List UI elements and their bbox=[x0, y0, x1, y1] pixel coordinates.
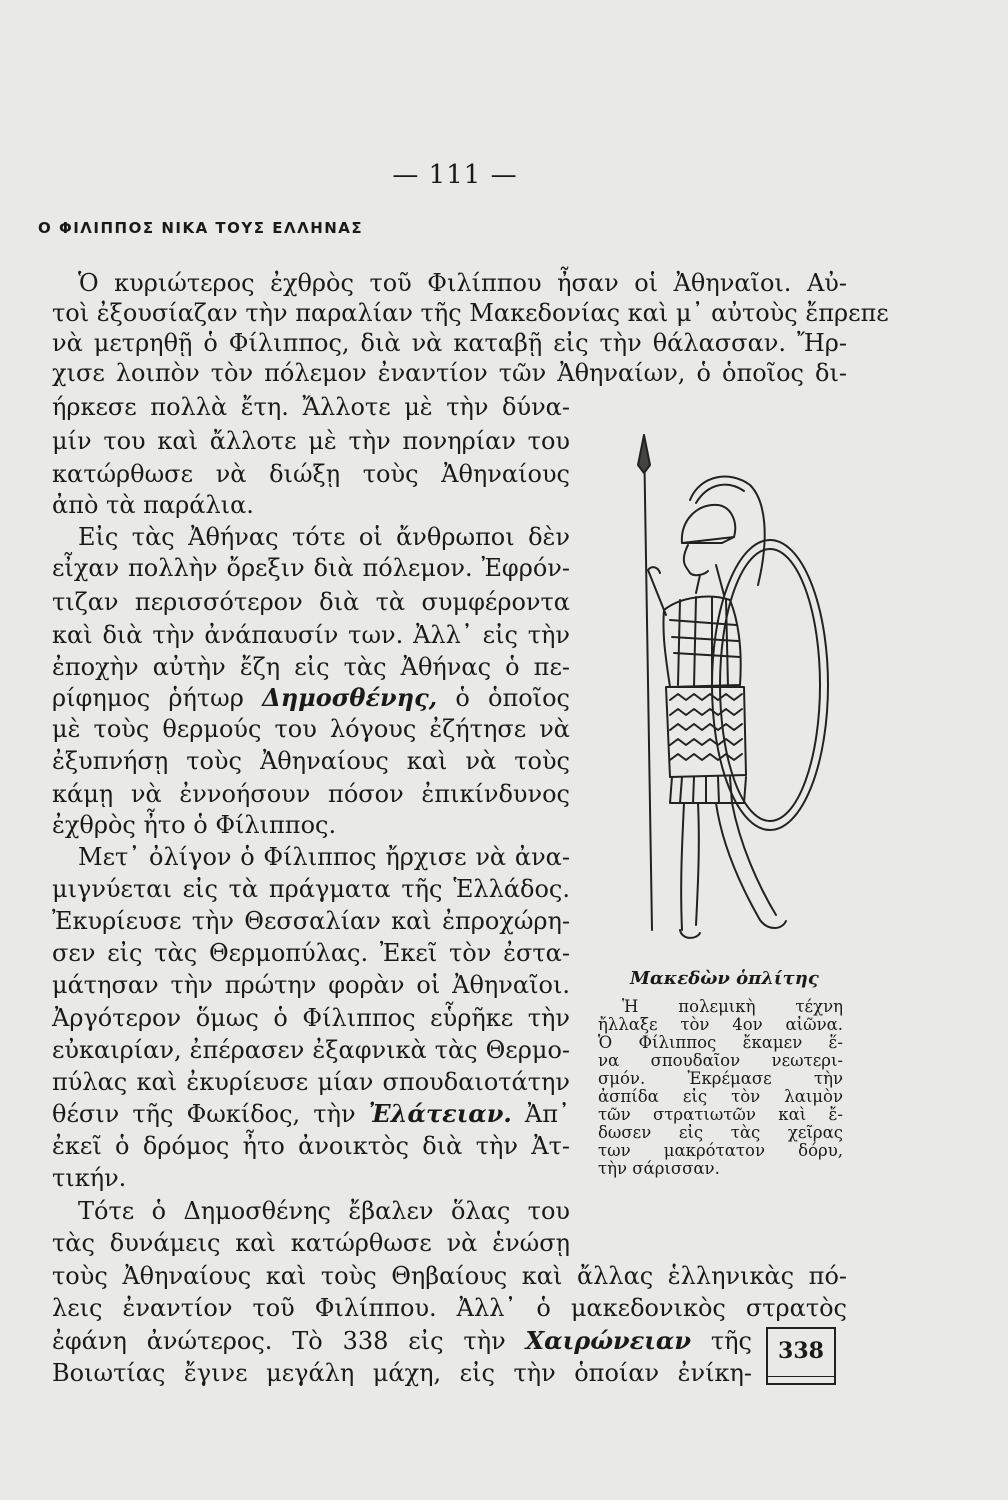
text-run: τῆς bbox=[691, 1327, 752, 1355]
text-line: Τότε ὁ Δημοσθένης ἔβαλεν ὅλας του bbox=[78, 1197, 570, 1225]
text-line: ἐκεῖ ὁ δρόμος ἦτο ἀνοικτὸς διὰ τὴν Ἀτ- bbox=[52, 1132, 570, 1160]
caption-line: σμόν. Ἐκρέμασε τὴν bbox=[598, 1069, 843, 1088]
text-line: Εἰς τὰς Ἀθήνας τότε οἱ ἄνθρωποι δὲν bbox=[78, 523, 570, 551]
text-line: μιγνύεται εἰς τὰ πράγματα τῆς Ἑλλάδος. bbox=[52, 875, 570, 903]
text-line: ἐχθρὸς ἦτο ὁ Φίλιππος. bbox=[52, 811, 337, 839]
text-line: τοὺς Ἀθηναίους καὶ τοὺς Θηβαίους καὶ ἄλλας ἑλληνικὰς πό- bbox=[52, 1262, 847, 1290]
text-line: λεις ἐναντίον τοῦ Φιλίππου. Ἀλλ᾿ ὁ μακεδονικὸς στρατὸς bbox=[52, 1294, 847, 1322]
text-line: μάτησαν τὴν πρώτην φορὰν οἱ Ἀθηναῖοι. bbox=[52, 971, 570, 999]
text-line: ἀπὸ τὰ παράλια. bbox=[52, 491, 254, 519]
text-line: χισε λοιπὸν τὸν πόλεμον ἐναντίον τῶν Ἀθηναίων, ὁ ὁποῖος δι- bbox=[52, 359, 847, 387]
text-line bbox=[52, 683, 570, 713]
caption-line: ἤλλαξε τὸν 4ον αἰῶνα. bbox=[598, 1015, 843, 1034]
text-line: εὐκαιρίαν, ἐπέρασεν ἐξαφνικὰ τὰς Θερμο- bbox=[52, 1036, 570, 1064]
text-line: Ἐκυρίευσε τὴν Θεσσαλίαν καὶ ἐπροχώρη- bbox=[52, 907, 570, 935]
text-line: Ἀργότερον ὅμως ὁ Φίλιππος εὗρῆκε τὴν bbox=[52, 1004, 570, 1032]
text-line: ἐποχὴν αὐτὴν ἔζη εἰς τὰς Ἀθήνας ὁ πε- bbox=[52, 653, 570, 681]
bold-name-chaironeia: Χαιρώνειαν bbox=[525, 1326, 692, 1355]
text-run: Ἀπ᾿ bbox=[511, 1100, 571, 1128]
text-line: μίν του καὶ ἄλλοτε μὲ τὴν πονηρίαν του bbox=[52, 427, 570, 455]
text-line: τιζαν περισσότερον διὰ τὰ συμφέροντα bbox=[52, 588, 570, 616]
bold-name-elateia: Ἐλάτειαν. bbox=[368, 1099, 512, 1128]
caption-line: δωσεν εἰς τὰς χεῖρας bbox=[598, 1123, 843, 1142]
text-line: κατώρθωσε νὰ διώξῃ τοὺς Ἀθηναίους bbox=[52, 460, 570, 488]
text-line: εἶχαν πολλὴν ὄρεξιν διὰ πόλεμον. Ἐφρόν- bbox=[52, 554, 570, 582]
text-line: πύλας καὶ ἐκυρίευσε μίαν σπουδαιοτάτην bbox=[52, 1068, 570, 1096]
text-line: τοὶ ἐξουσίαζαν τὴν παραλίαν τῆς Μακεδονίας καὶ μ᾿ αὐτοὺς ἔπρεπε bbox=[52, 299, 889, 327]
text-line: ήρκεσε πολλὰ ἔτη. Ἄλλοτε μὲ τὴν δύνα- bbox=[52, 393, 570, 421]
text-line: Βοιωτίας ἔγινε μεγάλη μάχη, εἰς τὴν ὁποίαν ἐνίκη- bbox=[52, 1359, 752, 1387]
caption-line: να σπουδαῖον νεωτερι- bbox=[598, 1051, 843, 1070]
chapter-heading: Ο ΦΙΛΙΠΠΟΣ ΝΙΚΑ ΤΟΥΣ ΕΛΛΗΝΑΣ bbox=[38, 219, 364, 237]
page-number: — 111 — bbox=[392, 160, 518, 190]
text-run: ὁ ὁποῖος bbox=[437, 684, 570, 712]
text-run: ρίφημος ῥήτωρ bbox=[52, 684, 263, 712]
figure-title: Μακεδὼν ὁπλίτης bbox=[630, 968, 819, 989]
text-line: μὲ τοὺς θερμούς του λόγους ἐζήτησε νὰ bbox=[52, 715, 570, 743]
text-line: καὶ διὰ τὴν ἀνάπαυσίν των. Ἀλλ᾿ εἰς τὴν bbox=[52, 621, 570, 649]
text-line bbox=[52, 1099, 570, 1129]
text-line: Ὁ κυριώτερος ἐχθρὸς τοῦ Φιλίππου ἦσαν οἱ Ἀθηναῖοι. Αὐ- bbox=[78, 269, 847, 297]
bold-name-demosthenes: Δημοσθένης, bbox=[262, 683, 438, 712]
text-line: ἐξυπνήσῃ τοὺς Ἀθηναίους καὶ νὰ τοὺς bbox=[52, 747, 570, 775]
text-run: θέσιν τῆς Φωκίδος, τὴν bbox=[52, 1100, 369, 1128]
caption-line: Ὁ Φίλιππος ἔκαμεν ἕ- bbox=[598, 1033, 843, 1052]
text-line: σεν εἰς τὰς Θερμοπύλας. Ἐκεῖ τὸν ἐστα- bbox=[52, 939, 570, 967]
text-line: νὰ μετρηθῇ ὁ Φίλιππος, διὰ νὰ καταβῇ εἰς τὴν θάλασσαν. Ἤρ- bbox=[52, 329, 847, 357]
text-line: κάμῃ νὰ ἐννοήσουν πόσον ἐπικίνδυνος bbox=[52, 780, 570, 808]
text-line: Μετ᾿ ὀλίγον ὁ Φίλιππος ἤρχισε νὰ ἀνα- bbox=[78, 843, 570, 871]
text-line bbox=[52, 1326, 752, 1356]
caption-line: ἀσπίδα εἰς τὸν λαιμὸν bbox=[598, 1087, 843, 1106]
text-line: τικήν. bbox=[52, 1164, 127, 1192]
hoplite-illustration bbox=[600, 425, 850, 955]
caption-line: των μακρότατον δόρυ, bbox=[598, 1141, 843, 1160]
margin-date-box: 338 bbox=[766, 1327, 836, 1385]
caption-line: Ἡ πολεμικὴ τέχνη bbox=[622, 997, 843, 1016]
text-run: ἐφάνη ἀνώτερος. Τὸ 338 εἰς τὴν bbox=[52, 1327, 526, 1355]
text-line: τὰς δυνάμεις καὶ κατώρθωσε νὰ ἑνώσῃ bbox=[52, 1229, 570, 1257]
caption-line: τῶν στρατιωτῶν καὶ ἔ- bbox=[598, 1105, 843, 1124]
caption-line: τὴν σάρισσαν. bbox=[598, 1159, 720, 1178]
